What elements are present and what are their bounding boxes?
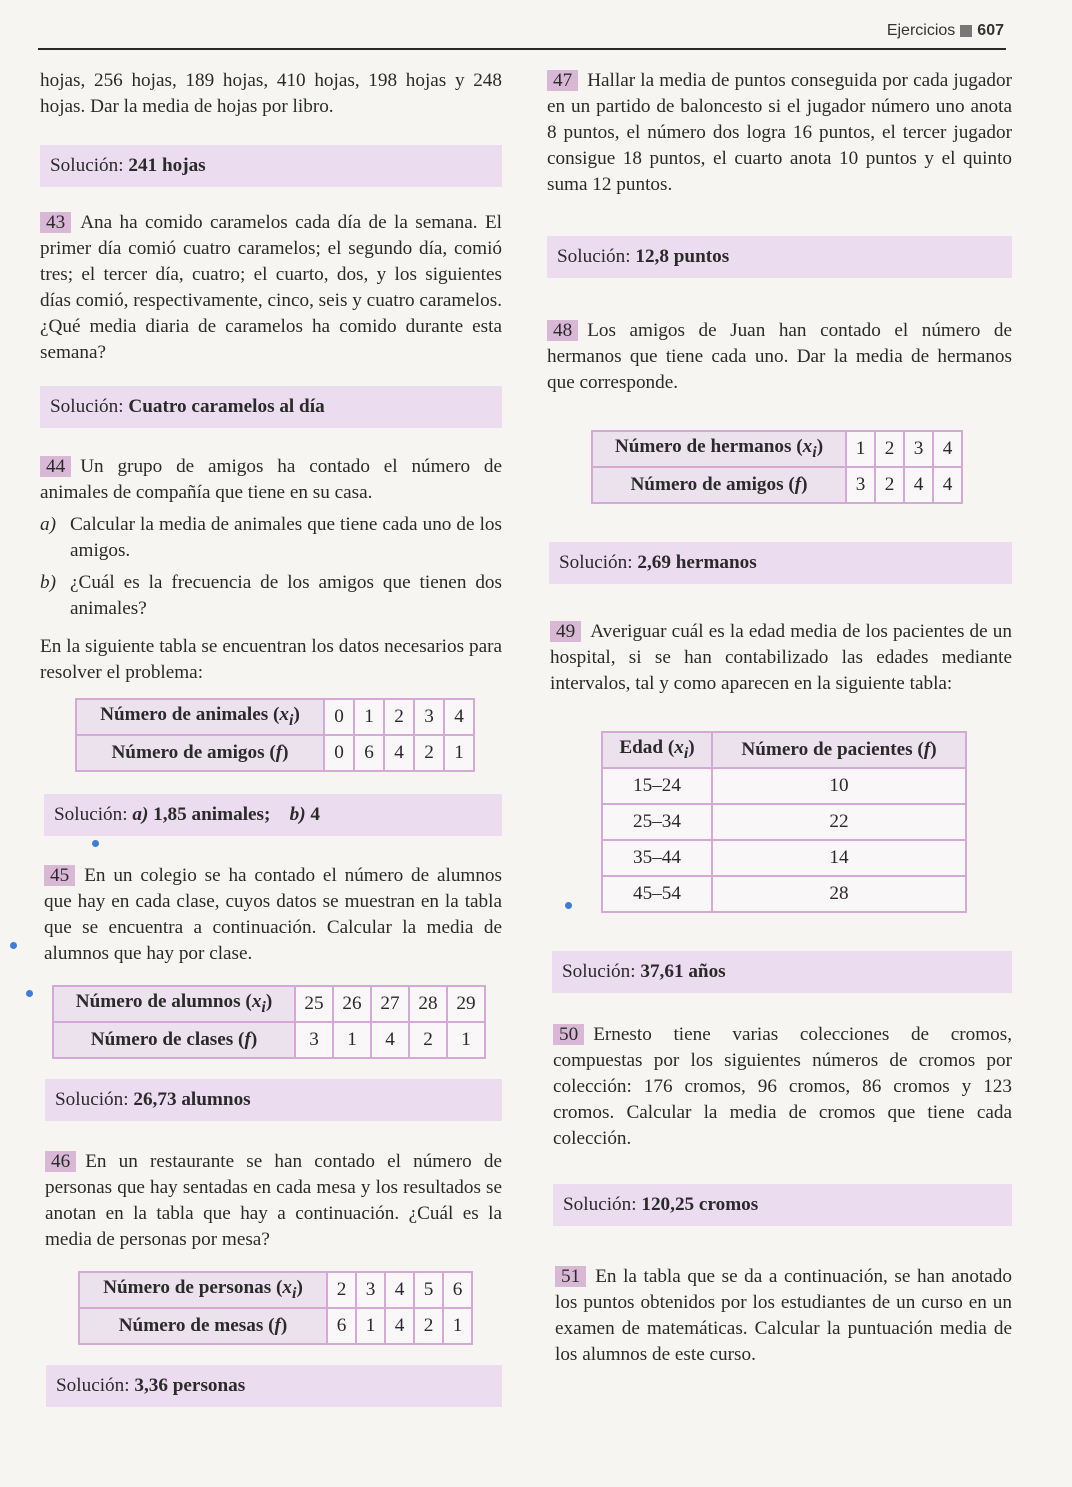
exercise-number: 50 — [553, 1024, 584, 1045]
exercise-text: Los amigos de Juan han contado el número de hermanos que tiene cada uno. Dar la media de hermanos que corresponde. — [547, 320, 1012, 393]
header-rule — [38, 48, 1006, 50]
table-cell: 1 — [447, 1022, 485, 1058]
row-header: Número de mesas (f) — [79, 1308, 327, 1344]
table-cell: 6 — [354, 735, 384, 771]
solution-box — [44, 794, 502, 836]
table-row — [76, 735, 474, 771]
table-row — [602, 768, 966, 804]
table-cell: 28 — [409, 986, 447, 1022]
ink-dot — [10, 942, 17, 949]
table-cell: 1 — [356, 1308, 385, 1344]
table-row — [602, 804, 966, 840]
section-title: Ejercicios — [886, 22, 956, 39]
solution-box — [40, 145, 502, 187]
table-cell: 4 — [385, 1308, 414, 1344]
solution-value: 1,85 animales; — [153, 804, 271, 825]
table-cell: 4 — [933, 431, 962, 467]
running-header — [887, 22, 1004, 40]
exercise-text: Ana ha comido caramelos cada día de la semana. El primer día comió cuatro caramelos; el segundo día, comió tres; el tercer día, cuatro; el cuarto, dos, y los siguientes días comió, respectivamente, cinco, seis y cuatro caramelos. ¿Qué media diaria de caramelos ha comido durante esta semana? — [40, 212, 502, 363]
table-row — [53, 986, 485, 1022]
exercise-44 — [40, 454, 502, 506]
item-b — [40, 570, 502, 622]
table-cell: 4 — [904, 467, 933, 503]
item-text: Calcular la media de animales que tiene cada uno de los amigos. — [70, 514, 502, 561]
table-cell: 4 — [385, 1272, 414, 1308]
exercise-text: Hallar la media de puntos conseguida por cada jugador en un partido de baloncesto si el jugador número uno anota 8 puntos, el número dos logra 16 puntos, el tercer jugador consigue 18 puntos, el cuarto anota 10 puntos y el quinto suma 12 puntos. — [547, 70, 1012, 195]
table-cell: 3 — [295, 1022, 333, 1058]
row-header: Número de amigos (f) — [76, 735, 324, 771]
table-cell: 1 — [354, 699, 384, 735]
table-cell: 2 — [384, 699, 414, 735]
table-row — [76, 699, 474, 735]
table-cell: 0 — [324, 735, 354, 771]
exercise-51 — [547, 1264, 1012, 1368]
table-row — [602, 732, 966, 768]
solution-box — [40, 386, 502, 428]
table-intro: En la siguiente tabla se encuentran los datos necesarios para resolver el problema: — [40, 636, 502, 683]
table-cell: 4 — [444, 699, 474, 735]
table-cell: 28 — [712, 876, 966, 912]
exercise-50 — [547, 1022, 1012, 1152]
row-header: Número de hermanos $(x_i)$ — [592, 431, 846, 467]
row-header: Número de animales $(x_i)$ — [76, 699, 324, 735]
exercise-45 — [40, 863, 502, 967]
table-cell: 35–44 — [602, 840, 712, 876]
exercise-number: 51 — [555, 1266, 586, 1287]
solution-value: 241 hojas — [128, 155, 206, 176]
exercise-text: Ernesto tiene varias colecciones de cromos, compuestas por los siguientes números de cromos por colección: 176 cromos, 96 cromos, 86 cromos y 123 cromos. Calcular la media de cromos que tiene cada colección. — [553, 1024, 1012, 1149]
table-hermanos — [591, 430, 963, 504]
exercise-text: Averiguar cuál es la edad media de los pacientes de un hospital, si se han contabilizado las edades mediante intervalos, tal y como aparecen en la siguiente tabla: — [550, 621, 1012, 694]
table-alumnos — [52, 985, 486, 1059]
solution-label: Solución: — [55, 1089, 129, 1110]
column-header: Número de pacientes (f) — [712, 732, 966, 768]
exercise-number: 45 — [44, 865, 75, 886]
table-cell: 29 — [447, 986, 485, 1022]
table-row — [53, 1022, 485, 1058]
table-cell: 6 — [443, 1272, 472, 1308]
solution-value: 37,61 años — [640, 961, 726, 982]
solution-value: Cuatro caramelos al día — [128, 396, 325, 417]
exercise-48 — [547, 318, 1012, 396]
table-cell: 25–34 — [602, 804, 712, 840]
table-cell: 45–54 — [602, 876, 712, 912]
row-header: Número de personas $(x_i)$ — [79, 1272, 327, 1308]
solution-label: Solución: — [54, 804, 128, 825]
exercise-number: 43 — [40, 212, 71, 233]
table-cell: 2 — [414, 735, 444, 771]
table-edades — [601, 731, 967, 913]
solution-box — [549, 542, 1012, 584]
table-animales — [75, 698, 475, 772]
solution-box — [46, 1365, 502, 1407]
item-label: b) — [40, 572, 56, 593]
solution-label: Solución: — [557, 246, 631, 267]
solution-box — [552, 951, 1012, 993]
table-cell: 3 — [904, 431, 933, 467]
table-cell: 6 — [327, 1308, 356, 1344]
table-cell: 10 — [712, 768, 966, 804]
exercise-text: Un grupo de amigos ha contado el número de animales de compañía que tiene en su casa. — [40, 456, 502, 503]
right-column — [547, 68, 1012, 1368]
table-cell: 4 — [933, 467, 962, 503]
table-cell: 4 — [384, 735, 414, 771]
solution-value: 4 — [310, 804, 320, 825]
item-text: ¿Cuál es la frecuencia de los amigos que tienen dos animales? — [70, 572, 502, 619]
exercise-number: 46 — [45, 1151, 76, 1172]
exercise-text: En la tabla que se da a continuación, se han anotado los puntos obtenidos por los estudiantes de un curso en un examen de matemáticas. Calcular la puntuación media de los alumnos de este curso. — [555, 1266, 1012, 1365]
solution-label: Solución: — [50, 155, 124, 176]
table-cell: 1 — [443, 1308, 472, 1344]
table-personas — [78, 1271, 473, 1345]
item-a — [40, 512, 502, 564]
table-cell: 2 — [875, 467, 904, 503]
table-cell: 3 — [414, 699, 444, 735]
solution-label: Solución: — [563, 1194, 637, 1215]
solution-value: 2,69 hermanos — [637, 552, 757, 573]
table-cell: 1 — [333, 1022, 371, 1058]
table-cell: 4 — [371, 1022, 409, 1058]
row-header: Número de amigos (f) — [592, 467, 846, 503]
square-icon — [960, 25, 972, 37]
row-header: Número de clases (f) — [53, 1022, 295, 1058]
table-cell: 22 — [712, 804, 966, 840]
table-cell: 1 — [444, 735, 474, 771]
table-cell: 0 — [324, 699, 354, 735]
table-cell: 2 — [409, 1022, 447, 1058]
intro-text: hojas, 256 hojas, 189 hojas, 410 hojas, 198 hojas y 248 hojas. Dar la media de hojas por libro. — [40, 70, 502, 117]
table-cell: 26 — [333, 986, 371, 1022]
column-header: Edad $(x_i)$ — [602, 732, 712, 768]
table-row — [79, 1272, 472, 1308]
exercise-number: 47 — [547, 70, 578, 91]
table-cell: 1 — [846, 431, 875, 467]
solution-box — [45, 1079, 502, 1121]
solution-value: 26,73 alumnos — [133, 1089, 251, 1110]
solution-label: Solución: — [562, 961, 636, 982]
left-column — [40, 68, 502, 1407]
table-row — [602, 876, 966, 912]
solution-box — [553, 1184, 1012, 1226]
exercise-text: En un restaurante se han contado el número de personas que hay sentadas en cada mesa y los resultados se anotan en la tabla que hay a continuación. ¿Cuál es la media de personas por mesa? — [45, 1151, 502, 1250]
page-number: 607 — [977, 22, 1004, 39]
ink-dot — [92, 840, 99, 847]
table-cell: 27 — [371, 986, 409, 1022]
solution-box — [547, 236, 1012, 278]
table-row — [79, 1308, 472, 1344]
solution-value: 3,36 personas — [134, 1375, 246, 1396]
table-cell: 2 — [327, 1272, 356, 1308]
table-row — [602, 840, 966, 876]
ink-dot — [26, 990, 33, 997]
solution-b-label: b) — [289, 804, 306, 825]
exercise-47 — [547, 68, 1012, 198]
row-header: Número de alumnos $(x_i)$ — [53, 986, 295, 1022]
exercise-text: En un colegio se ha contado el número de alumnos que hay en cada clase, cuyos datos se muestran en la tabla que se encuentra a continuación. Calcular la media de alumnos que hay por clase. — [44, 865, 502, 964]
ink-dot — [565, 902, 572, 909]
solution-label: Solución: — [559, 552, 633, 573]
solution-label: Solución: — [56, 1375, 130, 1396]
table-cell: 25 — [295, 986, 333, 1022]
table-cell: 2 — [414, 1308, 443, 1344]
exercise-number: 49 — [550, 621, 581, 642]
solution-a-label: a) — [132, 804, 149, 825]
solution-label: Solución: — [50, 396, 124, 417]
table-cell: 3 — [356, 1272, 385, 1308]
table-cell: 15–24 — [602, 768, 712, 804]
table-cell: 14 — [712, 840, 966, 876]
solution-value: 120,25 cromos — [641, 1194, 759, 1215]
exercise-43 — [40, 210, 502, 366]
item-label: a) — [40, 514, 56, 535]
table-cell: 2 — [875, 431, 904, 467]
exercise-number: 48 — [547, 320, 578, 341]
table-cell: 3 — [846, 467, 875, 503]
solution-value: 12,8 puntos — [635, 246, 730, 267]
table-row — [592, 431, 962, 467]
exercise-49 — [547, 619, 1012, 697]
exercise-number: 44 — [40, 456, 71, 477]
table-row — [592, 467, 962, 503]
exercise-46 — [40, 1149, 502, 1253]
table-cell: 5 — [414, 1272, 443, 1308]
